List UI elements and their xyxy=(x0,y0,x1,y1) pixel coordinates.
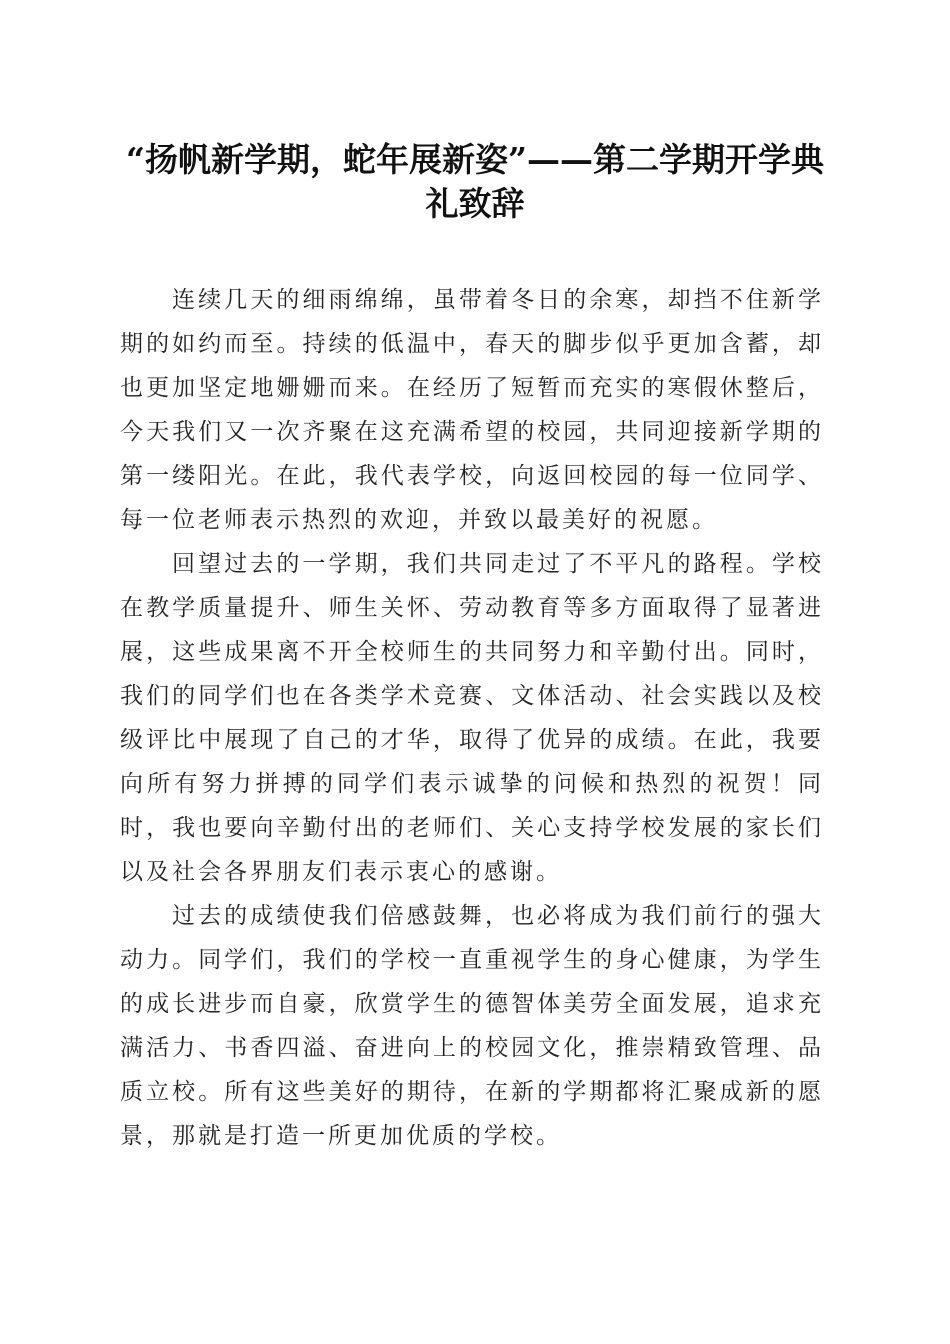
document-body xyxy=(120,278,824,1158)
paragraph-3: 过去的成绩使我们倍感鼓舞，也必将成为我们前行的强大动力。同学们，我们的学校一直重视学生的身心健康，为学生的成长进步而自豪，欣赏学生的德智体美劳全面发展，追求充满活力、书香四溢、奋进向上的校园文化，推崇精致管理、品质立校。所有这些美好的期待，在新的学期都将汇聚成新的愿景，那就是打造一所更加优质的学校。 xyxy=(120,903,824,1149)
paragraph-2: 回望过去的一学期，我们共同走过了不平凡的路程。学校在教学质量提升、师生关怀、劳动教育等多方面取得了显著进展，这些成果离不开全校师生的共同努力和辛勤付出。同时，我们的同学们也在各类学术竞赛、文体活动、社会实践以及校级评比中展现了自己的才华，取得了优异的成绩。在此，我要向所有努力拼搏的同学们表示诚挚的问候和热烈的祝贺！同时，我也要向辛勤付出的老师们、关心支持学校发展的家长们以及社会各界朋友们表示衷心的感谢。 xyxy=(120,551,824,885)
document-title: “扬帆新学期，蛇年展新姿”——第二学期开学典礼致辞 xyxy=(126,140,824,223)
paragraph-1: 连续几天的细雨绵绵，虽带着冬日的余寒，却挡不住新学期的如约而至。持续的低温中，春天的脚步似乎更加含蓄，却也更加坚定地姗姗而来。在经历了短暂而充实的寒假休整后，今天我们又一次齐聚在这充满希望的校园，共同迎接新学期的第一缕阳光。在此，我代表学校，向返回校园的每一位同学、每一位老师表示热烈的欢迎，并致以最美好的祝愿。 xyxy=(120,287,824,533)
